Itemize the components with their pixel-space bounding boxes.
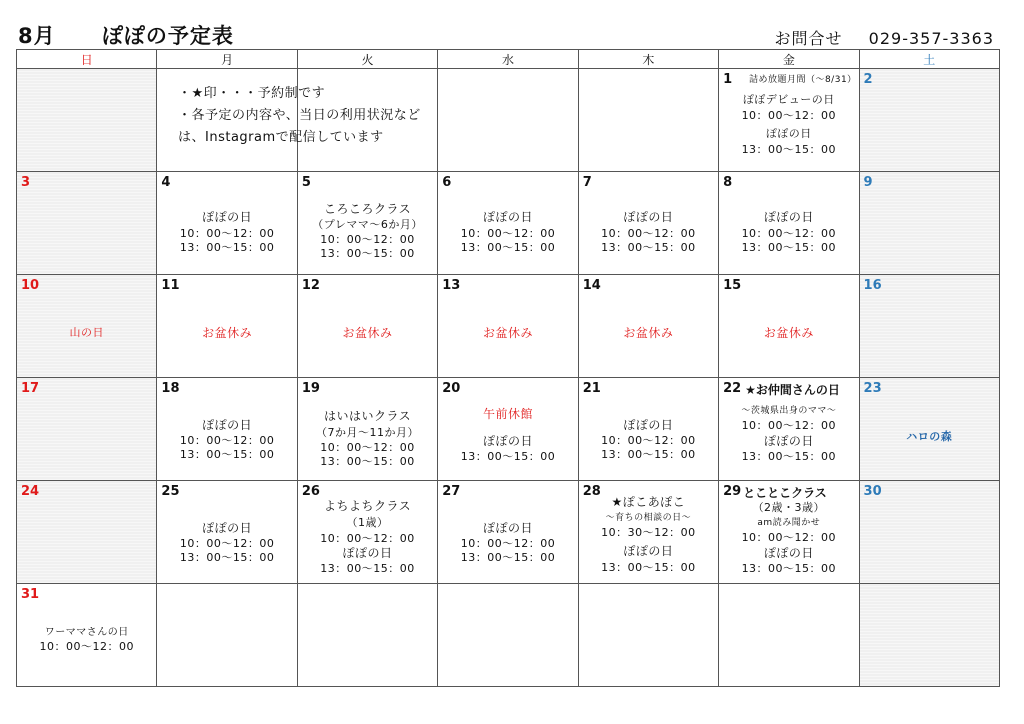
day-number: 20 [442, 381, 461, 396]
day-cell-empty [157, 584, 297, 687]
day-number: 1 [723, 72, 733, 87]
day-cell-empty [859, 584, 999, 687]
day-cell-empty [297, 584, 437, 687]
day-number: 9 [863, 175, 873, 190]
holiday-label: 山の日 [69, 326, 104, 339]
day-number: 19 [301, 381, 320, 396]
event-time: 13：00〜15：00 [601, 561, 696, 574]
event-time: 13：00〜15：00 [460, 241, 556, 254]
day-number: 3 [21, 175, 31, 190]
event-time: 10：00〜12：00 [179, 227, 275, 240]
event-note: 〜育ちの相談の日〜 [605, 513, 692, 523]
closed-label: お盆休み [342, 326, 393, 340]
event-title: ぽぽの日 [342, 546, 393, 560]
day-cell-16 [859, 275, 999, 378]
weekday-tue: 火 [297, 50, 437, 69]
event-note: 詰め放題月間（〜8/31） [748, 75, 857, 85]
event-title: よちよちクラス [323, 499, 412, 513]
event-time: 13：00〜15：00 [741, 143, 837, 156]
event-time: 13：00〜15：00 [320, 455, 415, 468]
day-cell-1 [719, 69, 859, 172]
day-cell-20 [438, 378, 578, 481]
week-row [17, 378, 1000, 481]
day-cell-empty [438, 584, 578, 687]
page-title [18, 20, 234, 50]
day-cell-29 [719, 481, 859, 584]
event-time: 13：00〜15：00 [320, 562, 415, 575]
day-cell-empty [438, 69, 578, 172]
day-number: 2 [863, 72, 873, 87]
day-number: 8 [723, 175, 733, 190]
event-title: ころころクラス [323, 202, 412, 216]
event-time: 10：00〜12：00 [741, 419, 837, 432]
day-number: 13 [442, 278, 461, 293]
day-number: 21 [582, 381, 601, 396]
event-title: ハロの森 [906, 430, 953, 443]
event-note: （2歳・3歳） [752, 501, 826, 514]
day-number: 15 [723, 278, 742, 293]
event-time: 10：00〜12：00 [741, 109, 837, 122]
event-time: 10：00〜12：00 [39, 640, 134, 653]
day-number: 4 [161, 175, 171, 190]
event-time: 13：00〜15：00 [460, 551, 556, 564]
day-cell-8 [719, 172, 859, 275]
week-row [17, 69, 1000, 172]
day-cell-empty [578, 69, 718, 172]
phone-number: 029-357-3363 [868, 29, 994, 48]
day-number: 6 [442, 175, 452, 190]
contact-label: お問合せ [774, 29, 843, 48]
contact-info [775, 26, 994, 49]
day-cell-9 [859, 172, 999, 275]
notice-text [178, 83, 421, 149]
day-number: 26 [301, 484, 320, 499]
day-cell-26 [297, 481, 437, 584]
event-time: 10：00〜12：00 [320, 441, 415, 454]
week-row [17, 481, 1000, 584]
event-note: am読み聞かせ [757, 518, 821, 528]
closed-label: お盆休み [763, 326, 814, 340]
event-title: ぽぽの日 [763, 210, 814, 224]
event-note: （1歳） [346, 516, 389, 529]
day-number: 5 [301, 175, 311, 190]
event-title: ぽぽデビューの日 [742, 93, 835, 106]
day-cell-12 [297, 275, 437, 378]
reserved-event-title: ★お仲間さんの日 [745, 383, 840, 397]
week-row [17, 172, 1000, 275]
event-time: 13：00〜15：00 [741, 450, 837, 463]
day-number: 28 [582, 484, 601, 499]
closed-label: お盆休み [482, 326, 533, 340]
event-time: 13：00〜15：00 [460, 450, 556, 463]
event-time: 10：00〜12：00 [320, 532, 415, 545]
event-time: 13：00〜15：00 [741, 241, 837, 254]
calendar-grid [16, 49, 1000, 687]
day-cell-30 [859, 481, 999, 584]
weekday-mon: 月 [157, 50, 297, 69]
event-title: ぽぽの日 [482, 521, 533, 535]
day-number: 10 [21, 278, 40, 293]
weekday-header-row [17, 50, 1000, 69]
day-cell-7 [578, 172, 718, 275]
event-time: 10：00〜12：00 [320, 233, 415, 246]
day-cell-18 [157, 378, 297, 481]
day-number: 29 [723, 484, 742, 499]
day-cell-19 [297, 378, 437, 481]
notice-line: ・各予定の内容や、当日の利用状況など [178, 108, 421, 123]
event-time: 10：00〜12：00 [179, 434, 275, 447]
event-title: ぽぽの日 [202, 418, 253, 432]
event-title: ぽぽの日 [763, 434, 814, 448]
day-number: 7 [582, 175, 592, 190]
event-time: 13：00〜15：00 [601, 448, 696, 461]
day-cell-23 [859, 378, 999, 481]
day-cell-13 [438, 275, 578, 378]
event-time: 13：00〜15：00 [320, 247, 415, 260]
day-cell-24 [17, 481, 157, 584]
closed-label: 午前休館 [482, 407, 533, 421]
day-number: 16 [863, 278, 882, 293]
closed-label: お盆休み [623, 326, 674, 340]
event-title: ワーママさんの日 [44, 627, 129, 638]
week-row [17, 584, 1000, 687]
event-time: 10：00〜12：00 [179, 537, 275, 550]
day-number: 17 [21, 381, 40, 396]
day-number: 25 [161, 484, 180, 499]
day-number: 31 [21, 587, 40, 602]
event-time: 13：00〜15：00 [741, 562, 837, 575]
day-cell-21 [578, 378, 718, 481]
day-number: 22 [723, 381, 742, 396]
closed-label: お盆休み [202, 326, 253, 340]
day-cell-15 [719, 275, 859, 378]
day-cell-5 [297, 172, 437, 275]
event-time: 10：00〜12：00 [460, 227, 556, 240]
day-cell-4 [157, 172, 297, 275]
day-number: 18 [161, 381, 180, 396]
day-number: 30 [863, 484, 882, 499]
weekday-sun: 日 [17, 50, 157, 69]
event-title: ぽぽの日 [623, 210, 674, 224]
week-row [17, 275, 1000, 378]
event-note: （プレママ〜6か月） [312, 218, 423, 231]
event-note: 〜茨城県出身のママ〜 [741, 406, 837, 416]
weekday-sat: 土 [859, 50, 999, 69]
event-title: ぽぽの日 [202, 521, 253, 535]
day-cell-10 [17, 275, 157, 378]
event-time: 13：00〜15：00 [601, 241, 696, 254]
day-cell-27 [438, 481, 578, 584]
day-cell-6 [438, 172, 578, 275]
event-time: 10：30〜12：00 [601, 526, 696, 539]
event-title: とことこクラス [743, 486, 827, 500]
day-cell-22 [719, 378, 859, 481]
day-cell-17 [17, 378, 157, 481]
month-label: 8月 [18, 24, 56, 48]
day-cell-25 [157, 481, 297, 584]
weekday-fri: 金 [719, 50, 859, 69]
reserved-event-title: ★ぽこあぽこ [611, 495, 686, 509]
event-title: ぽぽの日 [763, 546, 814, 560]
schedule-title: ぽぽの予定表 [101, 24, 234, 48]
event-title: ぽぽの日 [482, 210, 533, 224]
event-time: 10：00〜12：00 [741, 531, 837, 544]
event-title: ぽぽの日 [765, 127, 812, 140]
day-cell-11 [157, 275, 297, 378]
event-time: 13：00〜15：00 [179, 448, 275, 461]
day-number: 27 [442, 484, 461, 499]
day-number: 12 [301, 278, 320, 293]
event-title: ぽぽの日 [623, 544, 674, 558]
event-time: 10：00〜12：00 [460, 537, 556, 550]
day-cell-14 [578, 275, 718, 378]
notice-line: ・★印・・・予約制です [178, 86, 326, 101]
day-cell-empty [17, 69, 157, 172]
event-time: 10：00〜12：00 [601, 227, 696, 240]
day-number: 24 [21, 484, 40, 499]
weekday-thu: 木 [578, 50, 718, 69]
weekday-wed: 水 [438, 50, 578, 69]
day-cell-2 [859, 69, 999, 172]
day-number: 23 [863, 381, 882, 396]
day-cell-28 [578, 481, 718, 584]
day-cell-3 [17, 172, 157, 275]
day-cell-empty [578, 584, 718, 687]
event-title: はいはいクラス [323, 409, 412, 423]
event-title: ぽぽの日 [623, 418, 674, 432]
event-time: 10：00〜12：00 [741, 227, 837, 240]
event-time: 13：00〜15：00 [179, 551, 275, 564]
event-title: ぽぽの日 [202, 210, 253, 224]
day-cell-31 [17, 584, 157, 687]
event-time: 13：00〜15：00 [179, 241, 275, 254]
day-number: 14 [582, 278, 601, 293]
event-time: 10：00〜12：00 [601, 434, 696, 447]
day-number: 11 [161, 278, 180, 293]
notice-line: は、Instagramで配信しています [178, 130, 384, 145]
event-note: （7か月〜11か月） [316, 426, 420, 439]
event-title: ぽぽの日 [482, 434, 533, 448]
day-cell-empty [719, 584, 859, 687]
